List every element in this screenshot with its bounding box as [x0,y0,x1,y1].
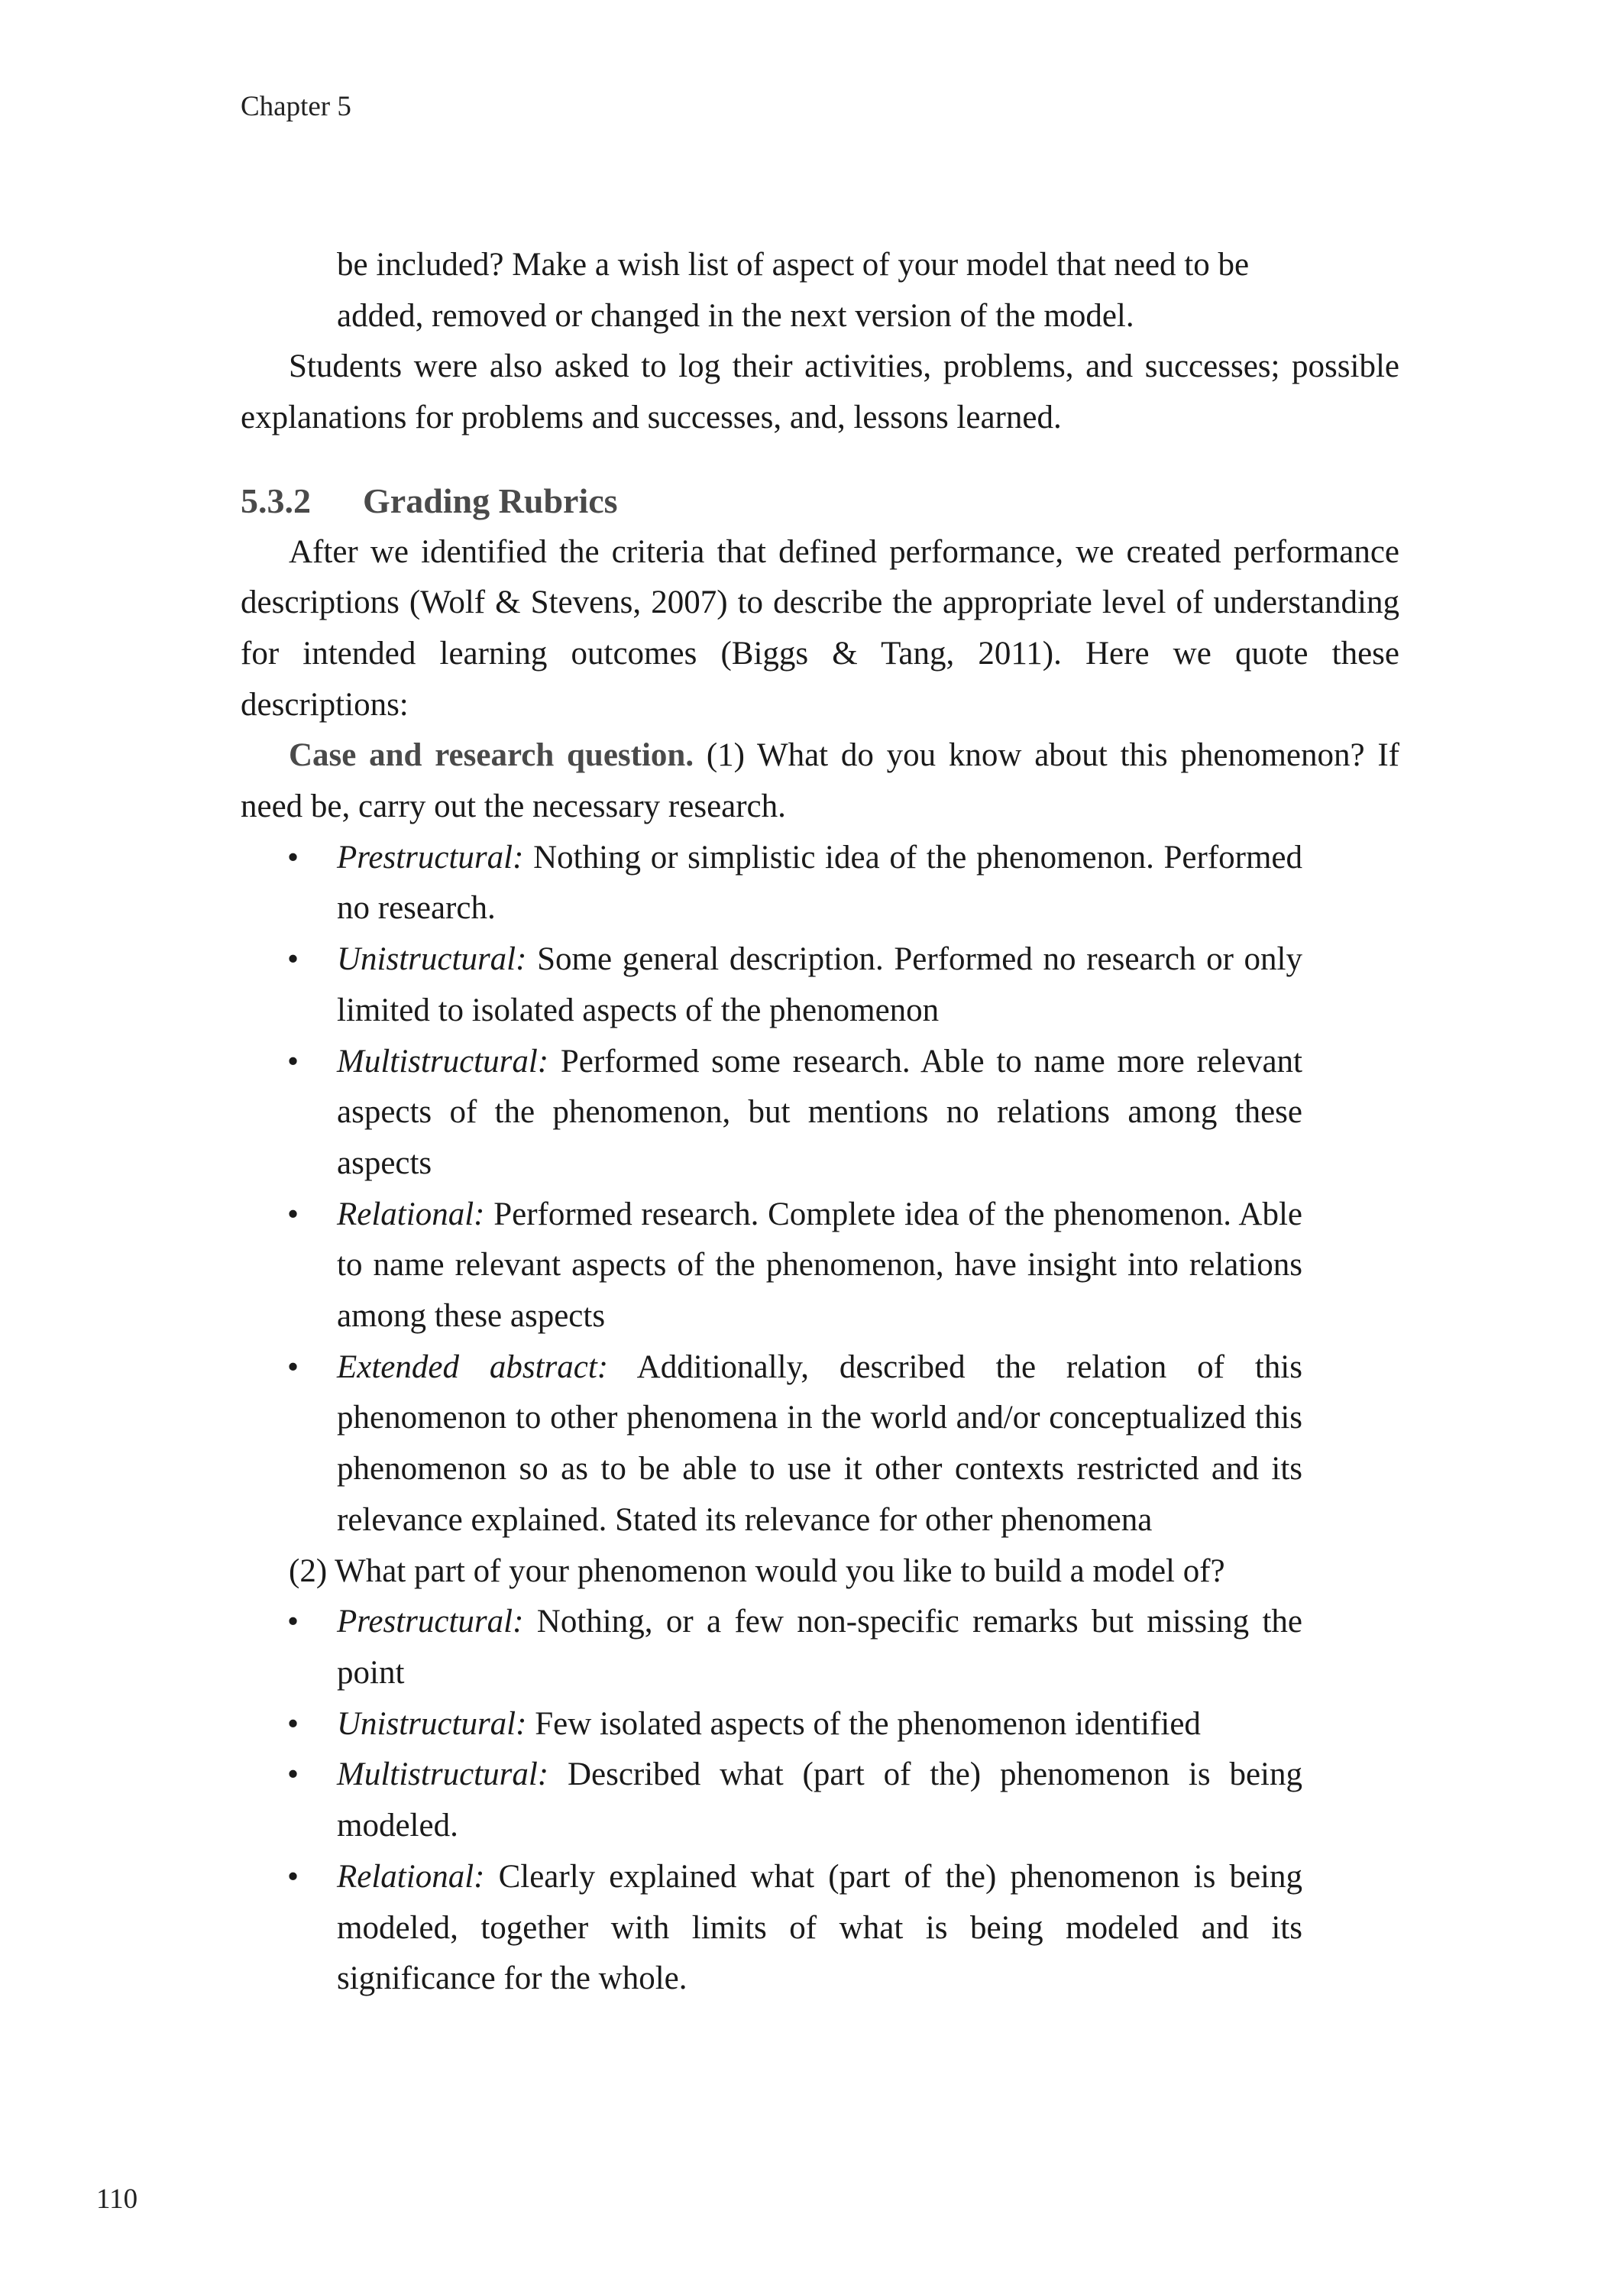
level-text: Few isolated aspects of the phenomenon identified [526,1705,1201,1742]
page-number: 110 [96,2184,138,2215]
body-text [241,240,1399,2005]
level-label: Multistructural: [337,1043,549,1080]
level-text: Nothing or simplistic idea of the phenomenon. Performed no research. [337,839,1302,927]
case-question-1 [241,730,1399,832]
bullet-icon: • [287,1756,299,1793]
section-heading [241,476,1399,527]
list-item [287,934,1302,1036]
level-label: Multistructural: [337,1756,549,1793]
section-title: Grading Rubrics [363,481,618,520]
bullet-icon: • [287,1705,299,1742]
paragraph-criteria: After we identified the criteria that defined performance, we created performance descriptions (Wolf & Stevens, 2007) to describe the appropriate level of understanding for intended learning outcomes (Biggs & Tang, 2011). Here we quote these descriptions: [241,533,1399,723]
level-text: Clearly explained what (part of the) phenomenon is being modeled, together with limits of what is being modeled and its significance for the whole. [337,1858,1302,1997]
carryover-line-2: added, removed or changed in the next version of the model. [337,297,1134,334]
level-label: Extended abstract: [337,1348,609,1385]
bullet-icon: • [287,1604,299,1640]
bullet-icon: • [287,1858,299,1895]
bullet-icon: • [287,1043,299,1080]
level-label: Relational: [337,1858,485,1895]
list-item [287,1597,1302,1698]
question-1-text: (1) What do you know about this phenomenon? If need be, carry out the necessary research. [241,737,1399,825]
case-runin-heading: Case and research question. [289,737,694,774]
list-item [287,1750,1302,1851]
level-label: Prestructural: [337,839,524,876]
level-text: Some general description. Performed no research or only limited to isolated aspects of the phenomenon [337,941,1302,1028]
level-text: Performed some research. Able to name more relevant aspects of the phenomenon, but mentions no relations among these aspects [337,1043,1302,1181]
list-item [287,1037,1302,1190]
q1-rubric-list [241,833,1399,1546]
bullet-icon: • [287,1348,299,1385]
level-text: Described what (part of the) phenomenon is being modeled. [337,1756,1302,1844]
level-text: Performed research. Complete idea of the phenomenon. Able to name relevant aspects of the phenomenon, have insight into relations among these aspects [337,1196,1302,1335]
bullet-icon: • [287,941,299,978]
question-2: (2) What part of your phenomenon would you like to build a model of? [289,1552,1225,1589]
level-text: Nothing, or a few non-specific remarks but missing the point [337,1604,1302,1691]
level-label: Unistructural: [337,941,527,978]
carryover-line-1: be included? Make a wish list of aspect of your model that need to be [337,247,1250,283]
section-number: 5.3.2 [241,481,311,520]
level-label: Relational: [337,1196,485,1232]
list-item [287,1190,1302,1342]
level-label: Unistructural: [337,1705,527,1742]
q2-rubric-list [241,1597,1399,2005]
list-item [287,1699,1302,1750]
paragraph-students: Students were also asked to log their activities, problems, and successes; possible explanations for problems and successes, and, lessons learned. [241,348,1399,436]
list-item [287,1852,1302,2005]
level-label: Prestructural: [337,1604,524,1640]
bullet-icon: • [287,839,299,876]
list-item [287,833,1302,934]
running-head: Chapter 5 [241,91,351,122]
list-item [287,1342,1302,1546]
bullet-icon: • [287,1196,299,1232]
level-text: Additionally, described the relation of this phenomenon to other phenomena in the world and/or conceptualized this phenomenon so as to be able to use it other contexts restricted and its relevance explained. Stated its relevance for other phenomena [337,1348,1302,1538]
